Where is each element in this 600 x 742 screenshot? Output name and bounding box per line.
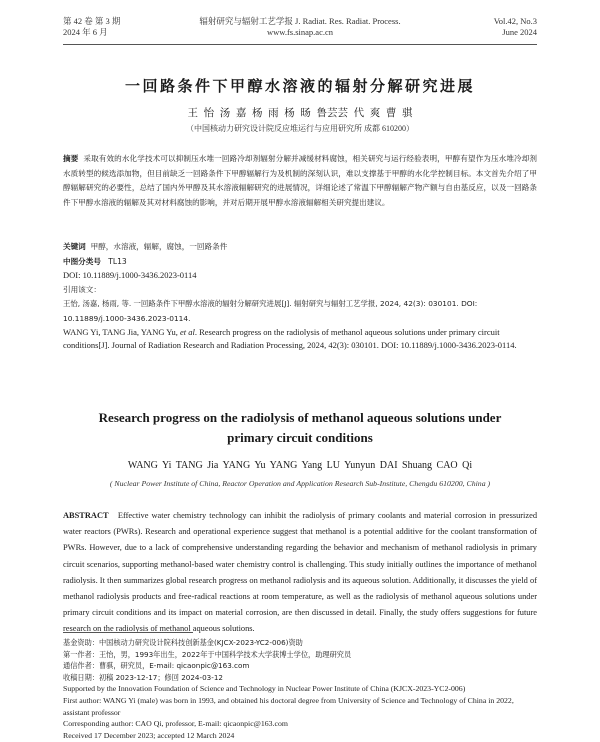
first-author-en: First author: WANG Yi (male) was born in 1993, and obtained his doctoral degree from University of Science and Technology of China in 2022, assistant professor <box>63 695 514 717</box>
keywords-cn <box>63 240 537 255</box>
abstract-en <box>63 508 537 638</box>
funding-en: Supported by the Innovation Foundation of Science and Technology in Nuclear Power Institute of China (KJCX-2023-YC2-006) <box>63 684 466 694</box>
keywords-cn-text: 甲醇，水溶液，辐解，腐蚀，一回路条件 <box>90 242 228 251</box>
dates-en: Received 17 December 2023; accepted 12 March 2024 <box>63 730 235 740</box>
volume-cn: 第 42 卷 第 3 期 <box>63 16 121 26</box>
title-cn: 一回路条件下甲醇水溶液的辐射分解研究进展 <box>124 77 475 95</box>
corresponding-cn: 通信作者：曹骐，研究员，E-mail: qicaonpic@163.com <box>63 661 250 671</box>
citation-en <box>63 326 537 352</box>
funding-cn: 基金资助：中国核动力研究设计院科技创新基金(KJCX-2023-YC2-006)资助 <box>63 638 303 647</box>
keywords-cn-label: 关键词 <box>63 242 86 251</box>
footnotes <box>63 637 537 741</box>
abstract-cn-text: 采取有效的水化学技术可以抑制压水堆一回路冷却剂辐射分解并减缓材料腐蚀，相关研究与运行经验表明，甲醇有望作为压水堆冷却剂水质转型的候选添加物，但目前缺乏一回路条件下甲醇辐解行为及机制的深刻认识，难以支撑基于甲醇的水化学控制目标。本文首先介绍了甲醇辐解研究的必要性，总结了国内外甲醇及其水溶液辐解研究的进展情况，详细论述了常温下甲醇辐解产物产额与自由基反应，以及一回路条件下甲醇水溶液的辐解及其对材料腐蚀的影响，并对后期开展甲醇水溶液辐解相关研究提出建议。 <box>63 154 538 207</box>
date-cn: 2024 年 6 月 <box>63 27 108 37</box>
citation-en-etal: et al <box>179 327 195 337</box>
date-en: June 2024 <box>502 27 537 37</box>
clc-text: TL13 <box>108 257 127 266</box>
affiliation-en: ( Nuclear Power Institute of China, Reactor Operation and Application Research Sub-Institute, Chengdu 610200, China ) <box>109 479 491 488</box>
abstract-cn-label: 摘要 <box>63 154 79 163</box>
abstract-cn <box>63 152 537 210</box>
dates-cn: 收稿日期：初稿 2023-12-17；修回 2024-03-12 <box>63 672 223 682</box>
doi-label: DOI: <box>63 270 81 280</box>
header-right <box>494 16 537 38</box>
citation-en-rest: . Research progress on the radiolysis of methanol aqueous solutions under primary circuit conditions[J]. Journal of Radiation Research and Radiation Processing, 2024, 42(3): 030101. DOI: 10.11889/j.1000-3436.2023-0114. <box>63 327 517 351</box>
citation-en-authors: WANG Yi, TANG Jia, YANG Yu, <box>63 327 180 337</box>
footnote-divider <box>63 632 193 633</box>
doi-text[interactable]: 10.11889/j.1000-3436.2023-0114 <box>82 270 197 280</box>
abstract-en-text: Effective water chemistry technology can inhibit the radiolysis of primary coolants and material corrosion in pressurized water reactors (PWRs). Research and operational experience suggest that methanol is a potential additive for the coolant transformation of PWRs. However, due to a lack of comprehensive understanding regarding the behavior and mechanism of methanol radiolysis in primary circuit scenarios, supporting methanol-based water chemistry control is challenging. This study initially outlines the importance of methanol radiolysis. It then summarizes global research progress on methanol radiolysis and its aqueous solution. Additionally, it discusses the yield of methanol radiolysis products and free-radical reactions at room temperature, as well as the radiolysis of methanol aqueous solutions under primary circuit conditions and its impact on material corrosion, are then discussed in detail. Finally, the study offers suggestions for future research on the radiolysis of methanol aqueous solutions. <box>63 511 538 634</box>
cite-label <box>63 283 537 298</box>
affiliation-cn: （中国核动力研究设计院反应堆运行与应用研究所 成都 610200） <box>186 124 414 133</box>
citation-cn: 王怡, 汤嘉, 杨雨, 等. 一回路条件下甲醇水溶液的辐射分解研究进展[J]. 辐射研究与辐射工艺学报, 2024, 42(3): 030101. DOI: 10.11889/j.1000-3436.2023-0114. <box>63 299 478 323</box>
corresponding-en: Corresponding author: CAO Qi, professor, E-mail: qicaonpic@163.com <box>63 719 288 729</box>
journal-url[interactable]: www.fs.sinap.ac.cn <box>266 27 333 37</box>
authors-cn: 王 怡 汤 嘉 杨 雨 杨 旸 鲁芸芸 代 爽 曹 骐 <box>187 108 413 119</box>
doi-line <box>63 268 537 283</box>
header-divider <box>63 44 537 45</box>
cite-label-text: 引用该文： <box>63 285 101 294</box>
journal-name: 辐射研究与辐射工艺学报 J. Radiat. Res. Radiat. Process. <box>199 16 401 26</box>
volume-en: Vol.42, No.3 <box>493 16 537 26</box>
authors-en: WANG Yi TANG Jia YANG Yu YANG Yang LU Yunyun DAI Shuang CAO Qi <box>127 460 473 471</box>
title-en: Research progress on the radiolysis of methanol aqueous solutions under primary circuit conditions <box>98 410 502 445</box>
first-author-cn: 第一作者：王怡，男，1993年出生，2022年于中国科学技术大学获博士学位，助理研究员 <box>63 649 352 659</box>
abstract-en-label: ABSTRACT <box>63 511 109 520</box>
clc-label: 中图分类号 <box>63 257 101 266</box>
